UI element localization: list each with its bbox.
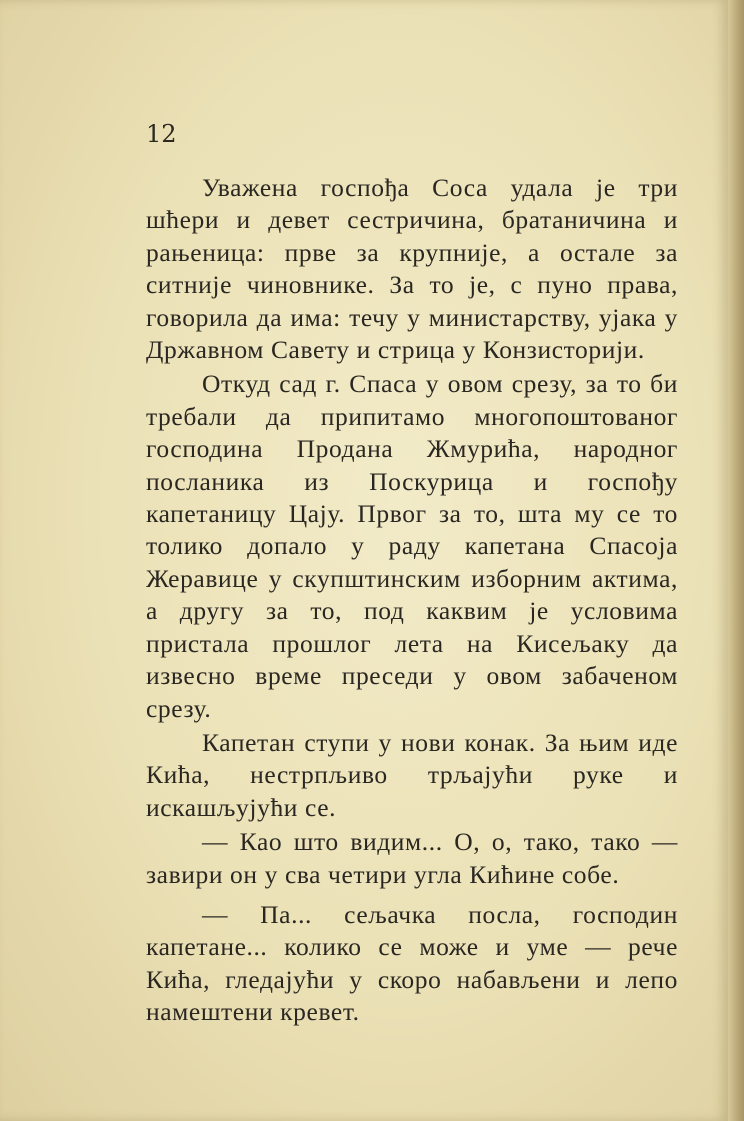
page-edge [728, 0, 744, 1121]
paragraph-2: Откуд сад г. Спаса у овом срезу, за то би требали да припитамо многопоштованог господина Продана Жмурића, народног посланика из Поскурица и госпођу капетаницу Цају. Првог за то, шта му се то толико допало у раду капетана Спасоја Жеравице у скупштинским изборним актима, а другу за то, под каквим је условима пристала прошлог лета на Кисељаку да извесно време преседи у овом забаченом срезу. [146, 369, 678, 723]
paragraph-4: — Као што видим... О, о, тако, тако — завири он у сва четири угла Кићине собе. [146, 827, 678, 889]
paragraph-3: Капетан ступи у нови конак. За њим иде Кића, нестрпљиво трљајући руке и искашљујући се. [146, 727, 678, 822]
paragraph-5: — Па... сељачка посла, господин капетане... колико се може и уме — рече Кића, гледајући у скоро набављени и лепо намештени кревет. [146, 899, 678, 1027]
body-text [146, 172, 678, 1031]
page-number: 12 [146, 120, 177, 148]
paragraph-1: Уважена госпођа Соса удала је три шћери и девет сестричина, братаничина и рањеница: прве за крупније, а остале за ситније чиновнике. За то је, с пуно права, говорила да има: течу у министарству, ујака у Државном Савету и стрица у Конзисторији. [146, 173, 678, 365]
